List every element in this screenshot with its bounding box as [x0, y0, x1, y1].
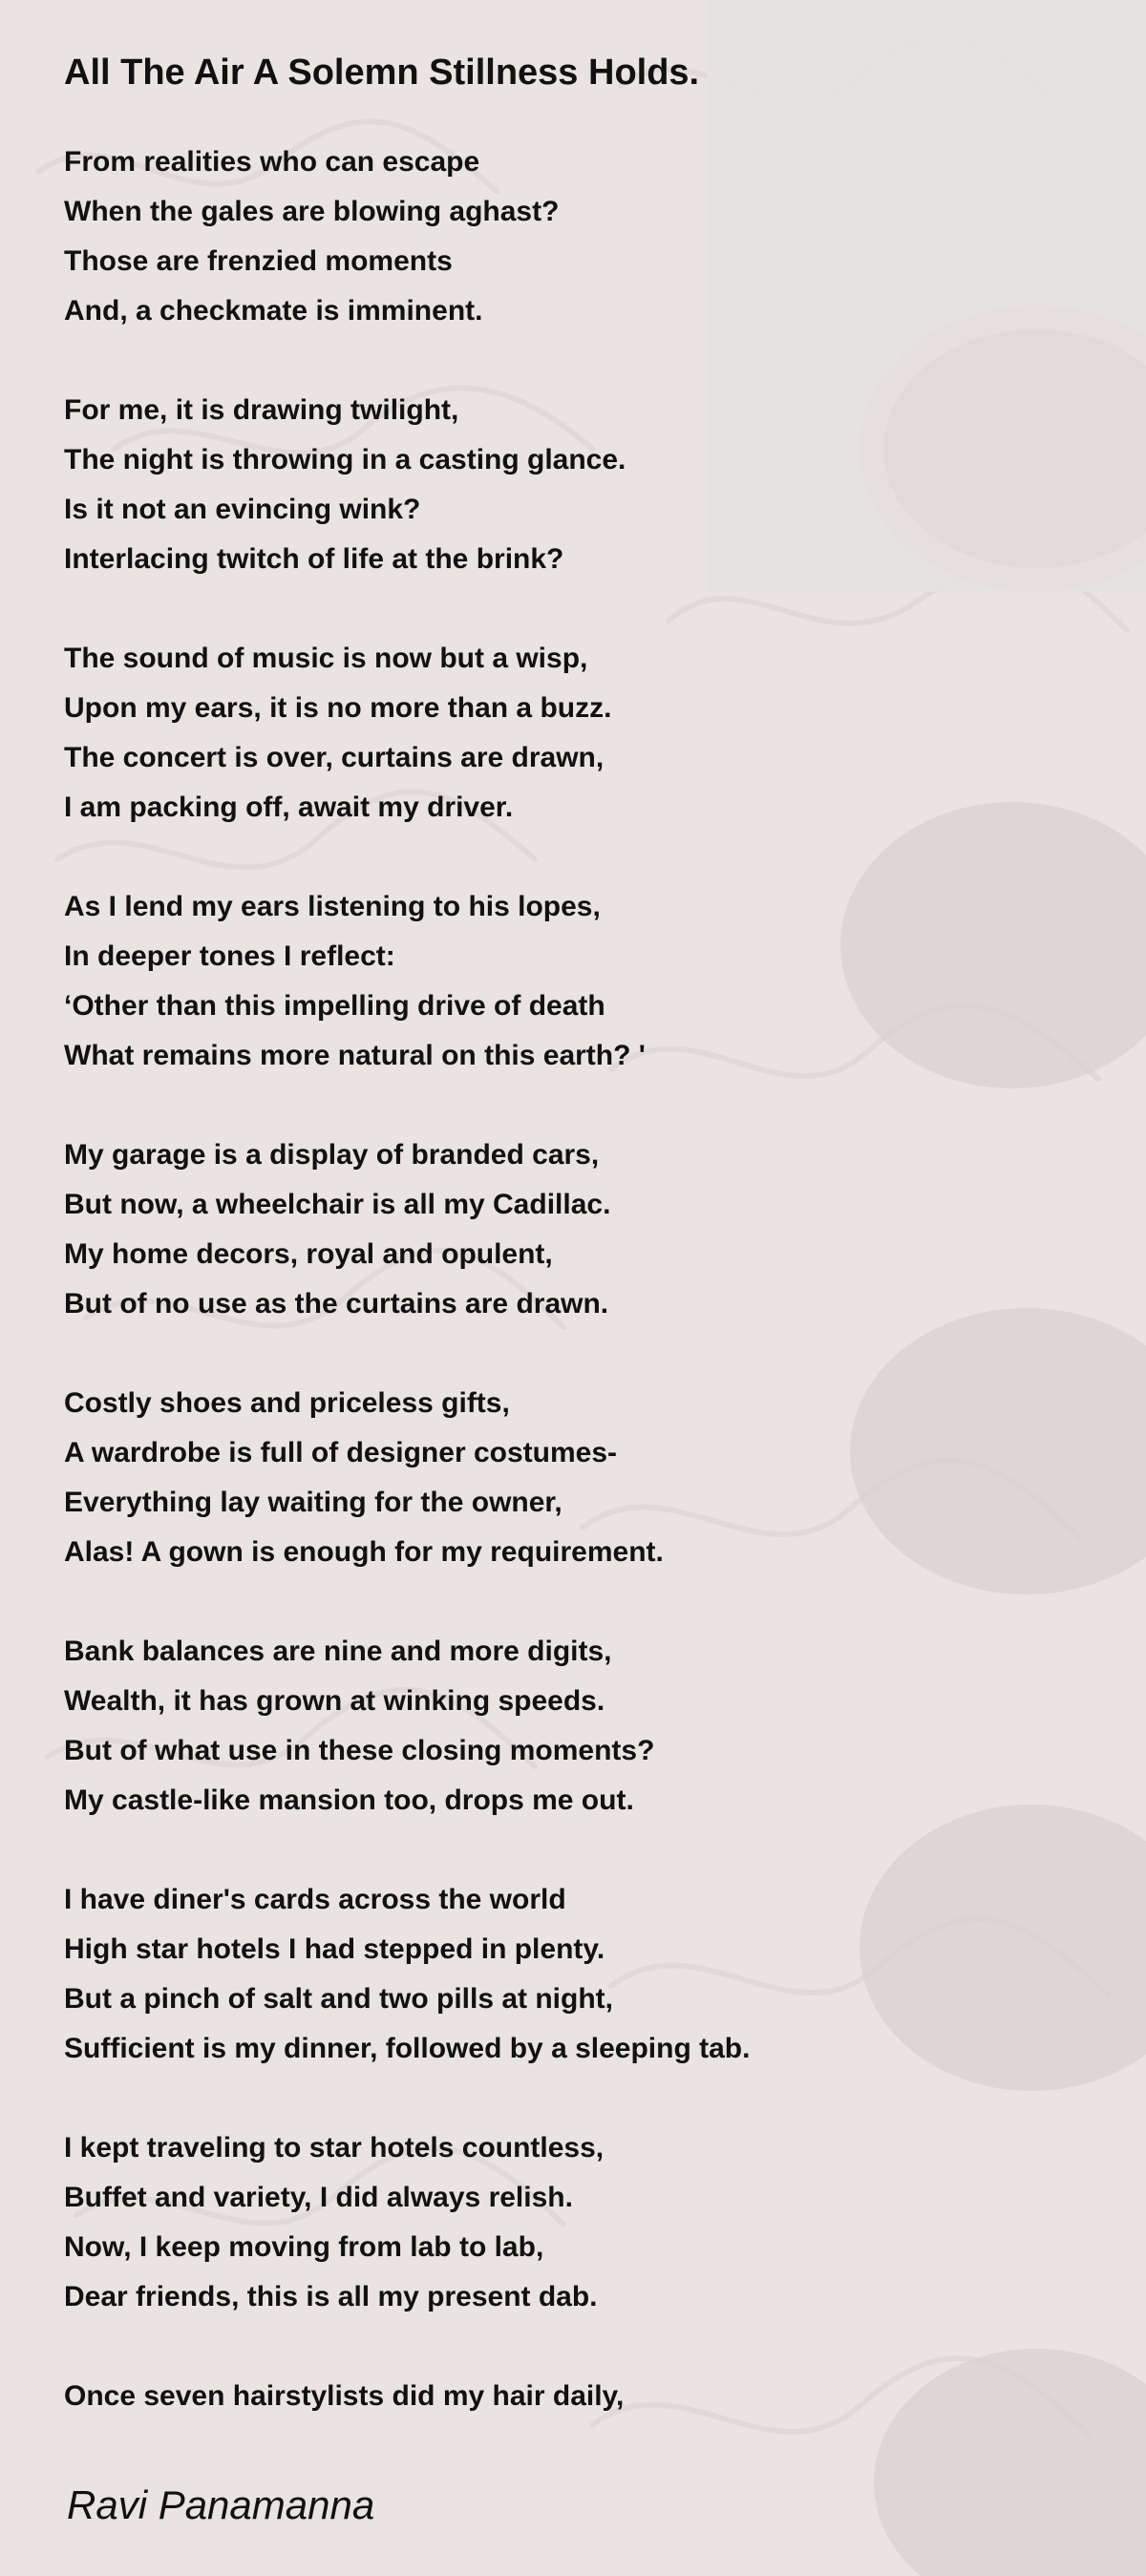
poem-line: I have diner's cards across the world [64, 1884, 566, 1915]
poem-line: Interlacing twitch of life at the brink? [64, 543, 564, 575]
poem-line: Sufficient is my dinner, followed by a sleeping tab. [64, 2033, 751, 2064]
poem-line: Is it not an evincing wink? [64, 494, 421, 525]
poem-line: My home decors, royal and opulent, [64, 1238, 553, 1270]
poem-line: A wardrobe is full of designer costumes- [64, 1437, 617, 1468]
stanza [64, 1875, 750, 2074]
stanza [64, 386, 750, 584]
poem-line: The concert is over, curtains are drawn, [64, 742, 605, 773]
poem-line: The night is throwing in a casting glance. [64, 444, 626, 475]
stanza [64, 2123, 750, 2322]
poem-line: Once seven hairstylists did my hair daily, [64, 2380, 625, 2412]
poem-container [64, 46, 1114, 2412]
poem-body [64, 137, 750, 2471]
stanza [64, 882, 750, 1081]
poem-title: All The Air A Solemn Stillness Holds. [64, 53, 700, 93]
poem-line: My castle-like mansion too, drops me out. [64, 1784, 634, 1816]
poem-line: High star hotels I had stepped in plenty. [64, 1933, 605, 1965]
stanza [64, 137, 750, 336]
poem-author: Ravi Panamanna [67, 2482, 375, 2527]
poem-line: But now, a wheelchair is all my Cadillac. [64, 1189, 611, 1220]
poem-line: For me, it is drawing twilight, [64, 394, 459, 426]
stanza [64, 1379, 750, 1577]
stanza [64, 2372, 750, 2421]
poem-line: ‘Other than this impelling drive of death [64, 990, 605, 1022]
poem-line: Now, I keep moving from lab to lab, [64, 2231, 544, 2263]
poem-line: Buffet and variety, I did always relish. [64, 2182, 573, 2213]
poem-line: I kept traveling to star hotels countless, [64, 2132, 605, 2164]
poem-line: My garage is a display of branded cars, [64, 1139, 600, 1171]
poem-line: From realities who can escape [64, 146, 480, 178]
stanza [64, 634, 750, 833]
poem-line: I am packing off, await my driver. [64, 792, 514, 823]
poem-line: But of no use as the curtains are drawn. [64, 1288, 609, 1320]
poem-line: In deeper tones I reflect: [64, 940, 395, 972]
poem-line: The sound of music is now but a wisp, [64, 643, 588, 674]
poem-line: But a pinch of salt and two pills at night, [64, 1983, 613, 2015]
poem-line: As I lend my ears listening to his lopes, [64, 891, 601, 922]
poem-line: Bank balances are nine and more digits, [64, 1636, 612, 1667]
poem-line: Wealth, it has grown at winking speeds. [64, 1685, 605, 1717]
stanza [64, 1627, 750, 1826]
poem-line: And, a checkmate is imminent. [64, 295, 483, 327]
poem-line: Alas! A gown is enough for my requirement. [64, 1536, 664, 1568]
poem-line: When the gales are blowing aghast? [64, 196, 560, 227]
poem-line: Dear friends, this is all my present dab. [64, 2281, 598, 2312]
poem-line: Everything lay waiting for the owner, [64, 1487, 562, 1518]
poem-line: But of what use in these closing moments? [64, 1735, 655, 1766]
poem-line: What remains more natural on this earth? ' [64, 1040, 646, 1071]
poem-line: Those are frenzied moments [64, 245, 453, 277]
poem-line: Costly shoes and priceless gifts, [64, 1387, 510, 1419]
stanza [64, 1130, 750, 1329]
poem-line: Upon my ears, it is no more than a buzz. [64, 692, 612, 724]
